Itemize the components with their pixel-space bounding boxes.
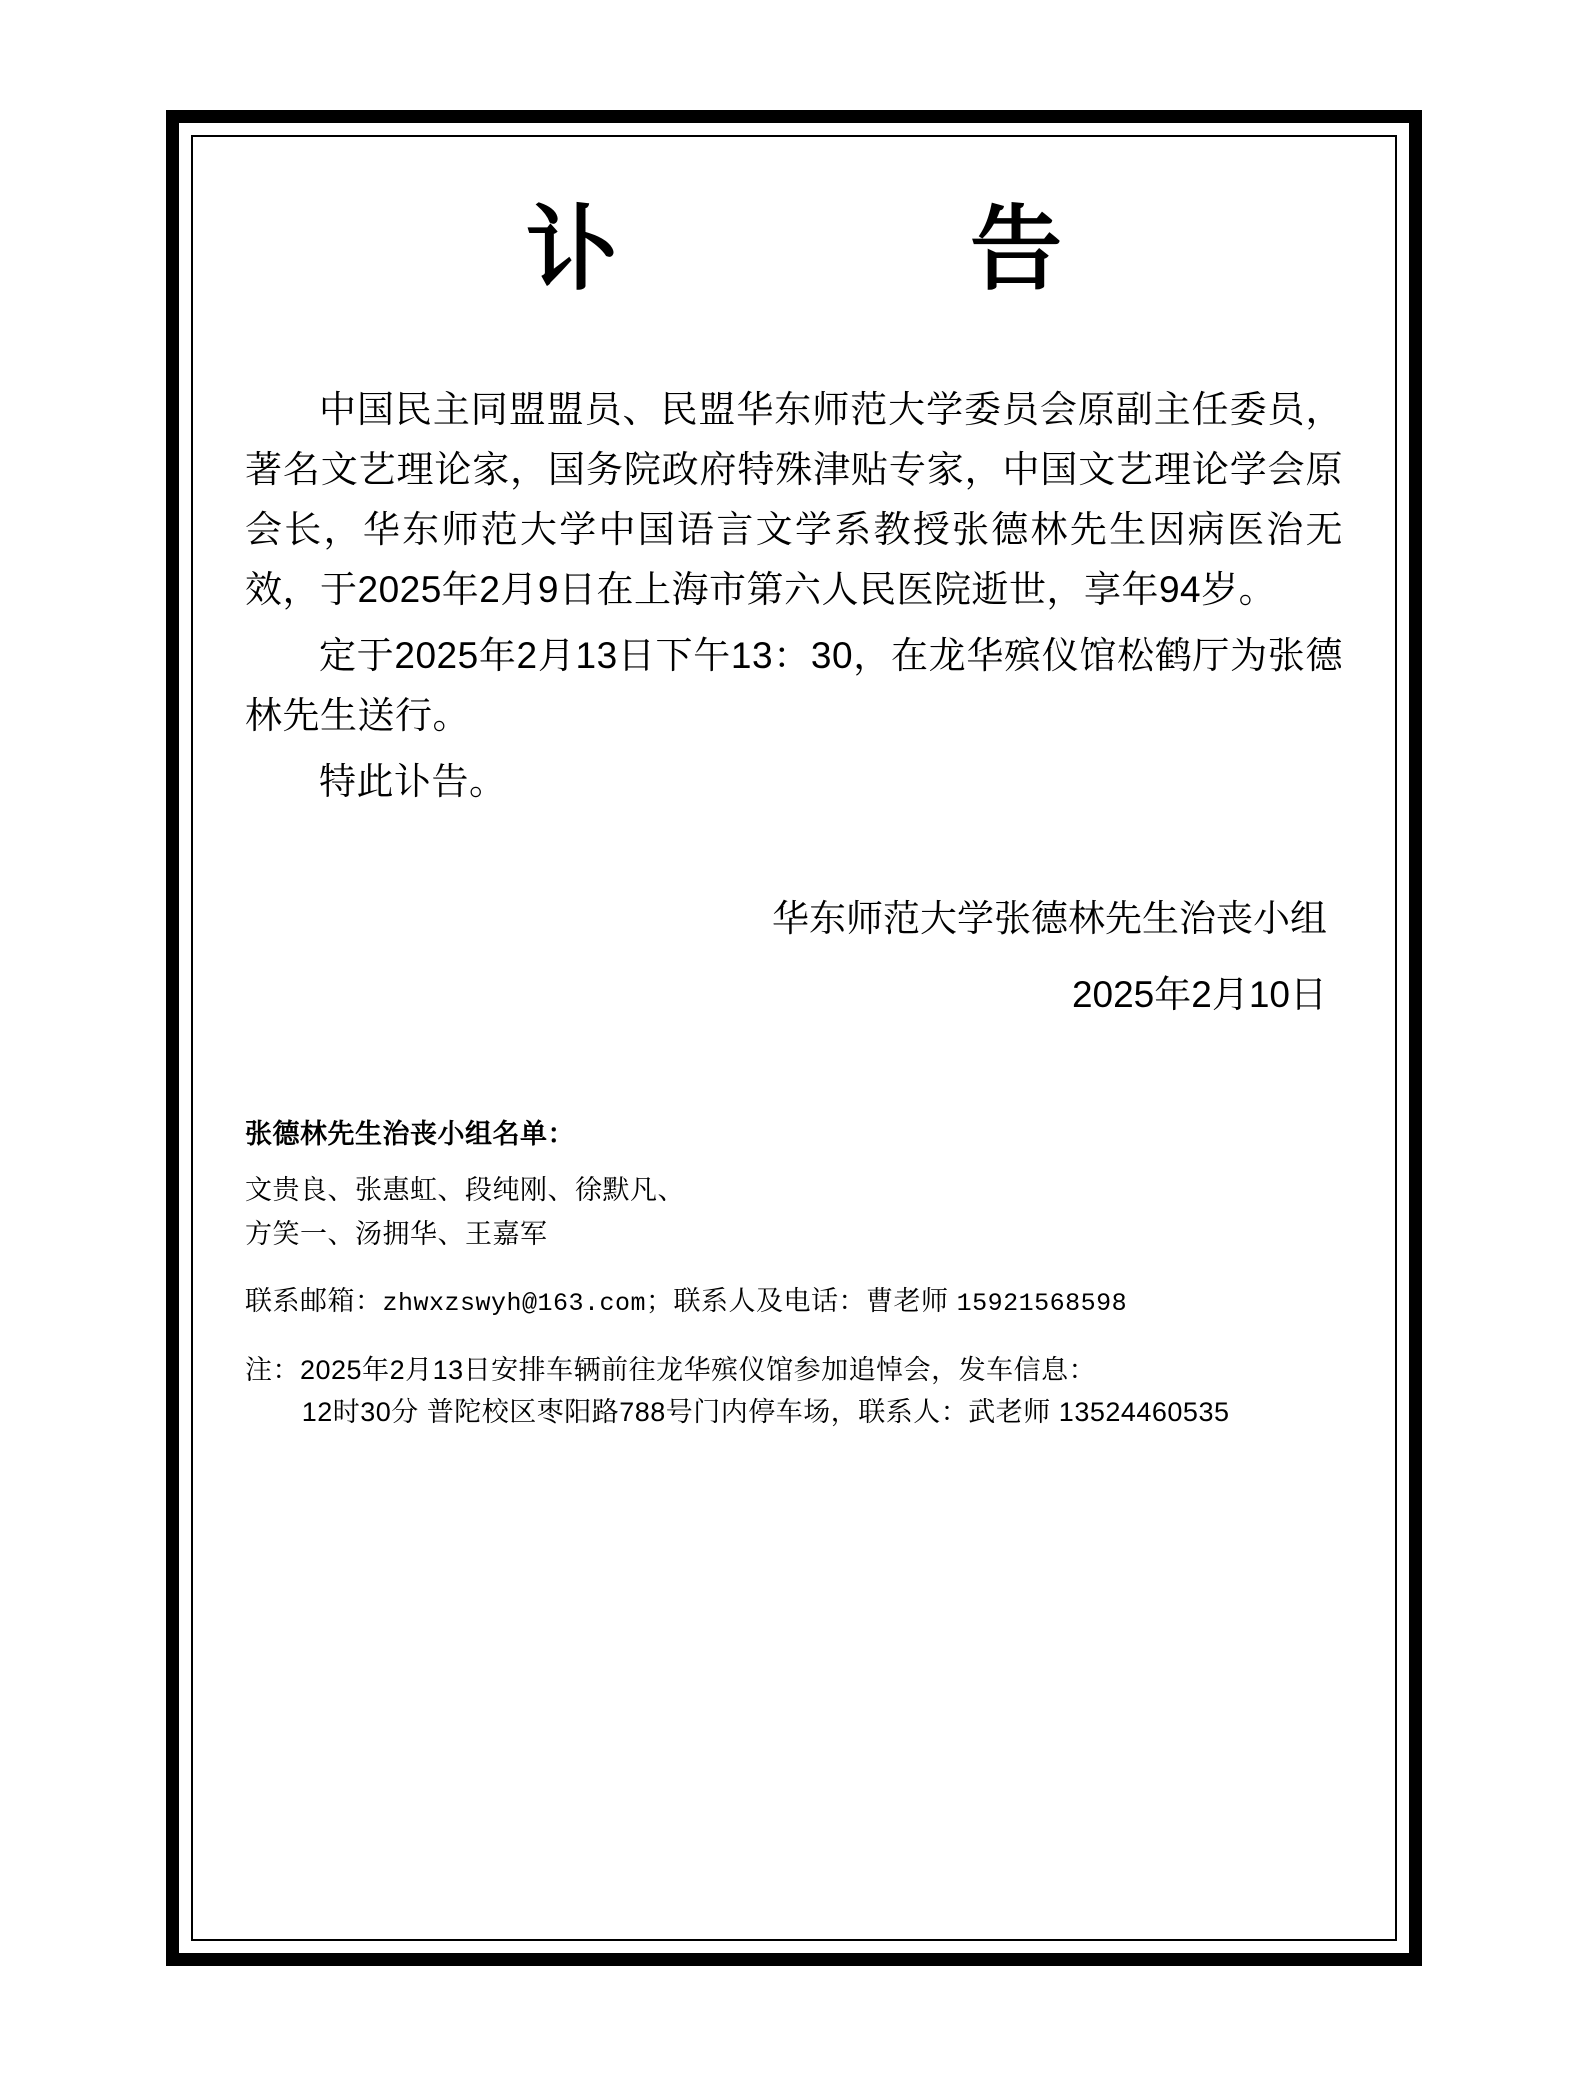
committee-list-heading: 张德林先生治丧小组名单： [245, 1118, 575, 1149]
contact-email-label: 联系邮箱： [245, 1286, 383, 1317]
contact-line [245, 1281, 1343, 1324]
signature-date: 2025年2月10日 [1071, 973, 1327, 1015]
contact-person-label: ；联系人及电话：曹老师 [646, 1286, 949, 1317]
obituary-frame-inner [191, 135, 1397, 1941]
transport-note-line-2: 12时30分 普陀校区枣阳路788号门内停车场，联系人：武老师 13524460535 [301, 1396, 1230, 1427]
obituary-frame [166, 110, 1422, 1966]
body-paragraph-3: 特此讣告。 [319, 760, 507, 802]
body-paragraph-2: 定于2025年2月13日下午13：30，在龙华殡仪馆松鹤厅为张德林先生送行。 [245, 634, 1343, 736]
contact-email-value: zhwxzswyh@163.com [382, 1289, 647, 1319]
signature-organization: 华东师范大学张德林先生治丧小组 [772, 897, 1327, 939]
committee-members-line-2: 方笑一、汤拥华、王嘉军 [245, 1218, 548, 1249]
obituary-content [193, 137, 1395, 1939]
transport-note-line-1: 注：2025年2月13日安排车辆前往龙华殡仪馆参加追悼会，发车信息： [245, 1355, 1097, 1386]
transport-note [245, 1350, 1343, 1434]
obituary-body [245, 380, 1343, 812]
committee-members-line-1: 文贵良、张惠虹、段纯刚、徐默凡、 [245, 1174, 685, 1205]
page-title: 讣 告 [525, 199, 1118, 301]
body-paragraph-1: 中国民主同盟盟员、民盟华东师范大学委员会原副主任委员，著名文艺理论家，国务院政府特殊津贴专家，中国文艺理论学会原会长，华东师范大学中国语言文学系教授张德林先生因病医治无效，于2025年2月9日在上海市第六人民医院逝世，享年94岁。 [245, 389, 1343, 610]
footer-block [245, 1114, 1343, 1434]
contact-phone-value: 15921568598 [956, 1289, 1128, 1319]
